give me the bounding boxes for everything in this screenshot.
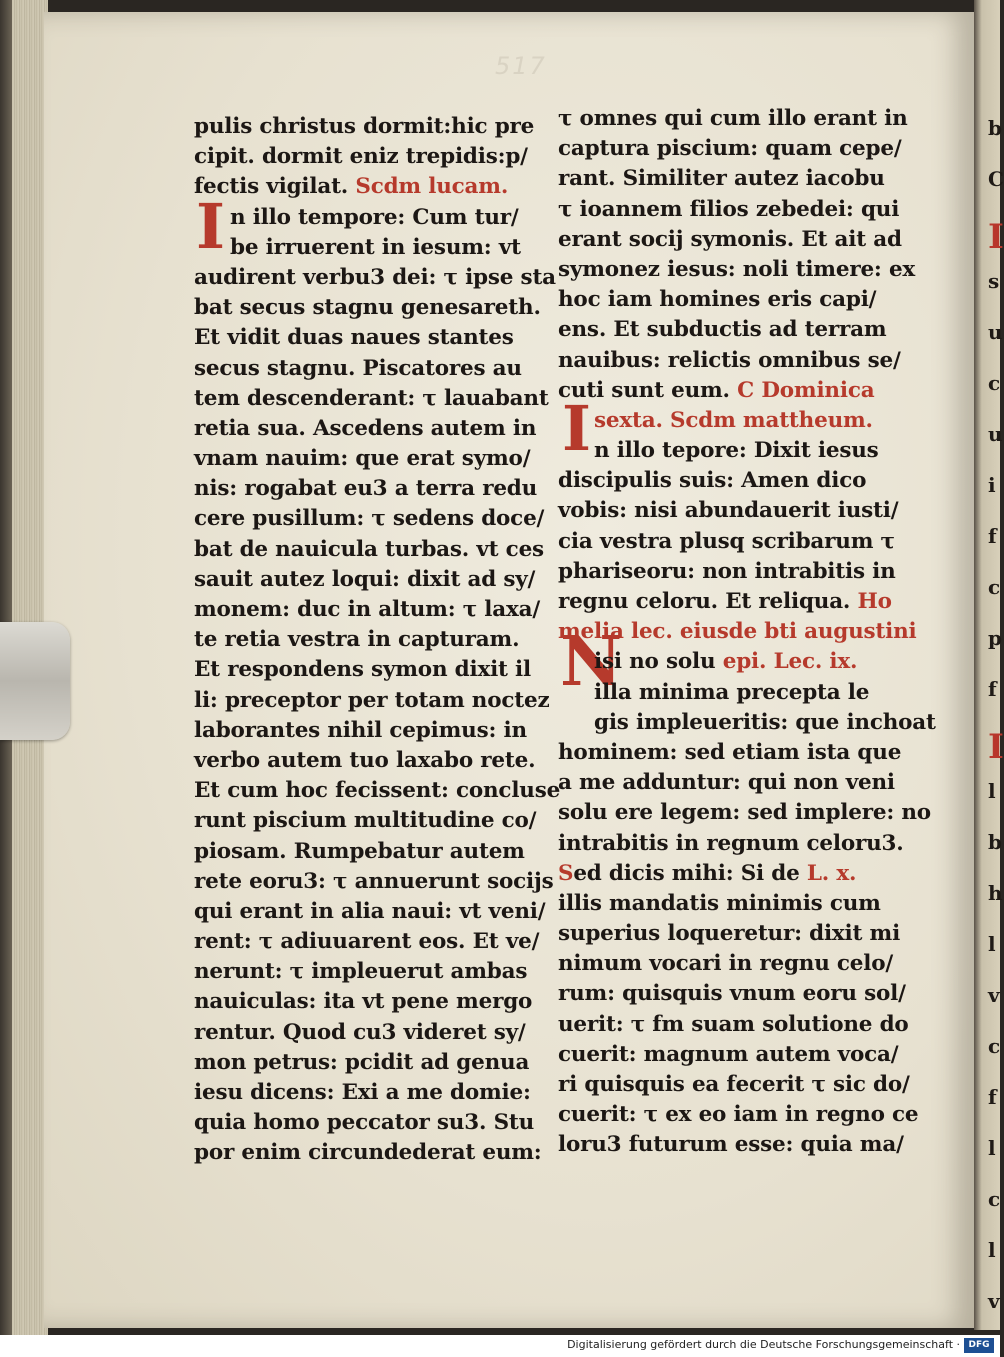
facing-page-glyph: i <box>988 473 996 497</box>
text-line <box>558 1100 919 1130</box>
text-line <box>194 595 546 625</box>
text-line <box>194 716 546 746</box>
rubric-text: C Dominica <box>737 377 875 403</box>
text-line <box>558 979 906 1009</box>
body-text: nauiculas: ita vt pene mergo <box>194 989 533 1015</box>
text-line <box>558 587 898 617</box>
text-line <box>194 897 546 927</box>
text-line <box>194 414 546 444</box>
rubric-text: Ho <box>857 589 892 614</box>
text-line <box>194 927 546 957</box>
page-tab <box>0 622 70 740</box>
text-line <box>558 285 898 315</box>
body-text: rentur. Quod cu3 videret sy/ <box>194 1019 526 1045</box>
body-text: intrabitis in regnum celoru3. <box>558 830 904 856</box>
text-line <box>558 195 898 225</box>
body-text: sauit autez loqui: dixit ad sy/ <box>194 566 536 592</box>
body-text: runt piscium multitudine co/ <box>194 808 537 834</box>
facing-page-glyph: f <box>988 524 997 548</box>
text-line <box>194 867 554 897</box>
text-line <box>194 1108 546 1138</box>
body-text: mon petrus: pcidit ad genua <box>194 1049 530 1075</box>
body-text: τ omnes qui cum illo erant in <box>558 106 908 131</box>
text-line <box>194 384 549 414</box>
text-line <box>558 315 898 345</box>
body-text: bat secus stagnu genesareth. <box>194 295 541 321</box>
body-text: pulis christus dormit:hic pre <box>194 114 535 139</box>
facing-page-glyph: u <box>988 422 1003 446</box>
text-line <box>194 1138 546 1168</box>
body-text: phariseoru: non intrabitis in <box>558 558 896 584</box>
text-line <box>558 557 898 587</box>
body-text: erant socij symonis. Et ait ad <box>558 226 902 252</box>
rubric-text: sexta. Scdm mattheum. <box>594 407 873 433</box>
body-text: cia vestra plusq scribarum τ <box>558 528 895 554</box>
text-line <box>194 444 546 474</box>
facing-page-glyph: b <box>988 830 1002 854</box>
rubric-text: L. x. <box>806 860 857 886</box>
text-line <box>558 1070 910 1100</box>
body-text: discipulis suis: Amen dico <box>558 468 867 494</box>
text-line <box>194 746 546 776</box>
text-line <box>558 134 902 164</box>
facing-page-glyph: l <box>988 1136 996 1160</box>
body-text: vobis: nisi abundauerit iusti/ <box>558 498 899 524</box>
facing-page-glyph: c <box>988 1034 1001 1058</box>
body-text: iesu dicens: Exi a me domie: <box>194 1080 531 1105</box>
text-line <box>194 776 561 806</box>
body-text: piosam. Rumpebatur autem <box>194 838 525 864</box>
body-text: illa minima precepta le <box>594 679 870 705</box>
initial-letter-i-second: I <box>562 392 592 465</box>
body-text: cipit. dormit eniz trepidis:p/ <box>194 144 528 170</box>
funding-credit: Digitalisierung gefördert durch die Deutsche Forschungsgemeinschaft · <box>567 1338 960 1351</box>
text-line <box>194 142 546 172</box>
body-text: nis: rogabat eu3 a terra redu <box>194 476 538 502</box>
text-line <box>558 346 901 376</box>
text-line <box>558 1040 898 1070</box>
body-text: solu ere legem: sed implere: no <box>558 800 931 826</box>
text-line <box>558 859 898 889</box>
text-line <box>558 1010 909 1040</box>
body-text: isi no solu <box>594 649 723 675</box>
facing-page-glyph: I <box>988 217 1004 257</box>
body-text: cuti sunt eum. <box>558 377 738 403</box>
body-text: te retia vestra in capturam. <box>194 627 520 653</box>
rubric-text: S <box>558 860 574 886</box>
folio-number: 517 <box>495 52 547 80</box>
text-line <box>558 829 904 859</box>
left-text-column <box>194 112 561 1169</box>
text-line <box>194 655 546 685</box>
text-line <box>558 466 898 496</box>
body-text: hominem: sed etiam ista que <box>558 739 902 765</box>
text-line <box>558 678 898 708</box>
text-line <box>558 225 902 255</box>
text-line <box>194 565 546 595</box>
text-line <box>194 806 546 836</box>
text-line <box>558 104 908 134</box>
body-text: illis mandatis minimis cum <box>558 890 881 916</box>
body-text: ri quisquis ea fecerit τ sic do/ <box>558 1072 910 1097</box>
body-text: Et respondens symon dixit il <box>194 657 531 683</box>
body-text: symonez iesus: noli timere: ex <box>558 256 916 282</box>
text-line <box>194 957 546 987</box>
text-line <box>558 647 898 677</box>
body-text: nauibus: relictis omnibus se/ <box>558 347 901 373</box>
text-line <box>194 172 546 202</box>
body-text: monem: duc in altum: τ laxa/ <box>194 597 540 622</box>
body-text: rant. Similiter autez iacobu <box>558 166 885 192</box>
body-text: nimum vocari in regnu celo/ <box>558 951 894 977</box>
text-line <box>194 263 556 293</box>
text-line <box>194 233 546 263</box>
facing-page-glyph: l <box>988 779 996 803</box>
body-text: verbo autem tuo laxabo rete. <box>194 747 536 773</box>
text-line <box>558 768 898 798</box>
body-text: audirent verbu3 dei: τ ipse sta <box>194 264 556 290</box>
text-line <box>194 686 550 716</box>
body-text: τ ioannem filios zebedei: qui <box>558 196 900 222</box>
body-text: gis impleueritis: que inchoat <box>594 709 936 735</box>
body-text: captura piscium: quam cepe/ <box>558 136 902 162</box>
body-text: Et cum hoc fecissent: concluse <box>194 778 561 804</box>
facing-page-glyph: f <box>988 677 997 701</box>
footer-bar <box>0 1335 1000 1357</box>
text-line <box>194 323 546 353</box>
facing-page-glyph: c <box>988 1187 1001 1211</box>
body-text: regnu celoru. Et reliqua. <box>558 589 858 614</box>
facing-page-glyph: l <box>988 932 996 956</box>
body-text: qui erant in alia naui: vt veni/ <box>194 898 546 924</box>
body-text: be irruerent in iesum: vt <box>230 234 521 260</box>
text-line <box>558 708 936 738</box>
text-line <box>558 919 901 949</box>
body-text: retia sua. Ascedens autem in <box>194 415 537 441</box>
initial-letter-n: N <box>560 622 623 702</box>
body-text: Et vidit duas naues stantes <box>194 325 514 351</box>
body-text: fectis vigilat. <box>194 174 356 200</box>
body-text: laborantes nihil cepimus: in <box>194 717 527 743</box>
body-text: cere pusillum: τ sedens doce/ <box>194 506 545 532</box>
body-text: tem descenderant: τ lauabant <box>194 385 549 411</box>
text-line <box>558 1130 904 1160</box>
body-text: li: preceptor per totam noctez <box>194 687 550 713</box>
facing-page-edge <box>974 0 1004 1330</box>
facing-page-glyph: l <box>988 1238 996 1262</box>
text-line <box>194 1018 546 1048</box>
body-text: n illo tepore: Dixit iesus <box>594 438 879 464</box>
text-line <box>558 255 916 285</box>
body-text: hoc iam homines eris capi/ <box>558 287 877 313</box>
right-text-column <box>558 104 936 1161</box>
facing-page-glyph: f <box>988 1085 997 1109</box>
body-text: n illo tempore: Cum tur/ <box>230 204 519 230</box>
body-text: cuerit: τ ex eo iam in regno ce <box>558 1102 919 1128</box>
rubric-text: Scdm lucam. <box>355 174 509 200</box>
text-line <box>194 474 546 504</box>
facing-page-glyph: u <box>988 320 1003 344</box>
text-line <box>558 496 898 526</box>
facing-page-glyph: C <box>988 167 1004 191</box>
facing-page-glyph: I <box>988 727 1004 767</box>
body-text: vnam nauim: que erat symo/ <box>194 446 531 472</box>
body-text: por enim circundederat eum: <box>194 1140 542 1166</box>
text-line <box>194 504 546 534</box>
text-line <box>558 164 898 194</box>
text-line <box>194 293 546 323</box>
body-text: ed dicis mihi: Si de <box>573 860 807 886</box>
body-text: cuerit: magnum autem voca/ <box>558 1041 899 1067</box>
text-line <box>558 798 931 828</box>
body-text: bat de nauicula turbas. vt ces <box>194 536 544 562</box>
facing-page-glyph: v <box>988 983 1000 1007</box>
text-line <box>558 617 917 647</box>
text-line <box>194 1048 546 1078</box>
facing-page-glyph: s <box>988 269 1000 293</box>
text-line <box>558 949 898 979</box>
body-text: secus stagnu. Piscatores au <box>194 355 522 381</box>
body-text: rum: quisquis vnum eoru sol/ <box>558 981 906 1007</box>
body-text: uerit: τ fm suam solutione do <box>558 1011 909 1037</box>
text-line <box>194 625 546 655</box>
text-line <box>194 203 546 233</box>
text-line <box>558 527 898 557</box>
facing-page-glyph: h <box>988 881 1003 905</box>
text-line <box>558 406 898 436</box>
facing-page-glyph: b <box>988 116 1002 140</box>
body-text: rete eoru3: τ annuerunt socijs <box>194 868 554 894</box>
facing-page-glyph: p <box>988 626 1002 650</box>
body-text: superius loqueretur: dixit mi <box>558 921 901 947</box>
text-line <box>558 436 898 466</box>
facing-page-glyph: c <box>988 575 1001 599</box>
dfg-logo: DFG <box>964 1338 994 1353</box>
text-line <box>194 837 546 867</box>
text-line <box>558 738 902 768</box>
facing-page-glyph: c <box>988 371 1001 395</box>
text-line <box>194 354 546 384</box>
rubric-text: melia lec. eiusde bti augustini <box>558 619 917 645</box>
facing-page-glyph: v <box>988 1289 1000 1313</box>
body-text: loru3 futurum esse: quia ma/ <box>558 1132 904 1158</box>
body-text: nerunt: τ impleuerut ambas <box>194 959 528 985</box>
body-text: ens. Et subductis ad terram <box>558 317 887 343</box>
text-line <box>558 889 898 919</box>
rubric-text: epi. Lec. ix. <box>722 649 858 675</box>
body-text: rent: τ adiuuarent eos. Et ve/ <box>194 929 540 955</box>
text-line <box>194 987 546 1017</box>
text-line <box>194 1078 546 1108</box>
text-line <box>194 535 546 565</box>
body-text: a me adduntur: qui non veni <box>558 770 895 796</box>
text-line <box>558 376 898 406</box>
body-text: quia homo peccator su3. Stu <box>194 1110 535 1136</box>
initial-letter-i: I <box>196 190 226 263</box>
text-line <box>194 112 546 142</box>
